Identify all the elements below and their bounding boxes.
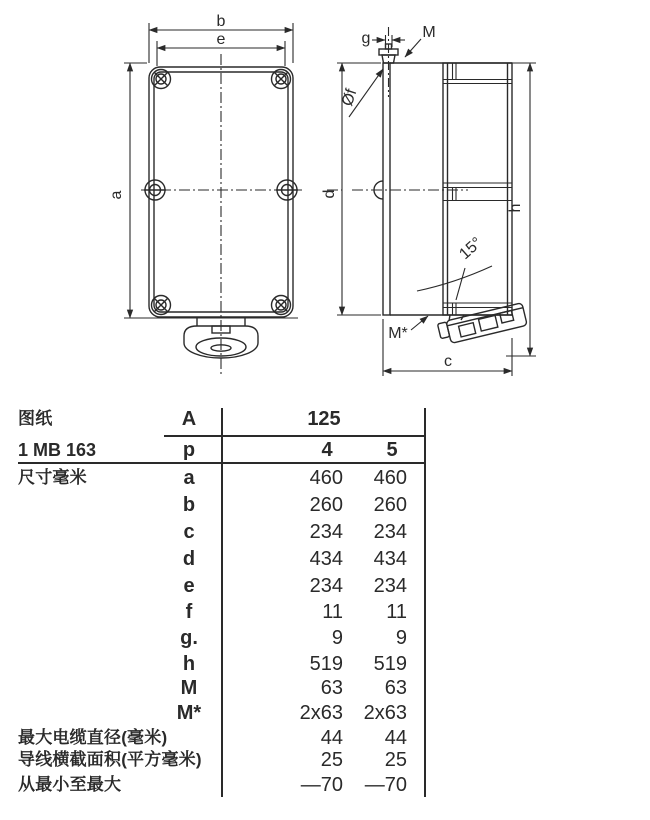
row-label: 导线横截面积(平方毫米) — [18, 750, 202, 769]
dim-e-label: e — [216, 31, 226, 48]
row-letter: M* — [176, 702, 202, 724]
row-letter: h — [182, 653, 196, 675]
row-letter: a — [183, 467, 195, 489]
table-row — [0, 701, 650, 725]
row-letter: c — [183, 521, 195, 543]
table-row — [0, 626, 650, 650]
table-row — [0, 438, 650, 462]
row-value-2: 63 — [384, 677, 407, 699]
table-row — [0, 652, 650, 676]
row-value-1: 11 — [322, 601, 343, 623]
row-label: 图纸 — [18, 409, 53, 428]
table-row — [0, 676, 650, 700]
row-letter: b — [182, 494, 196, 516]
row-value-1: 234 — [309, 521, 343, 543]
row-value-1: 234 — [309, 575, 343, 597]
dim-g-label: g — [361, 30, 371, 47]
row-value-1: —70 — [300, 774, 343, 796]
row-letter: d — [182, 548, 196, 570]
dim-b-label: b — [216, 13, 226, 30]
table-row — [0, 520, 650, 544]
row-value-2: 9 — [395, 627, 407, 649]
row-value-2: 2x63 — [363, 702, 407, 724]
dim-a-label: a — [108, 190, 125, 200]
table-row — [0, 574, 650, 598]
row-value-2: 234 — [373, 521, 407, 543]
row-letter: M — [180, 677, 198, 699]
row-value-2: 260 — [373, 494, 407, 516]
dim-c-label: c — [444, 353, 452, 370]
table-row — [0, 493, 650, 517]
table-row — [0, 748, 650, 772]
dia-f-label: Øf — [339, 86, 361, 109]
row-value-1: 434 — [309, 548, 343, 570]
row-value-2: 11 — [386, 601, 407, 623]
row-value-1: 460 — [309, 467, 343, 489]
row-letter: f — [185, 601, 193, 623]
row-value-2: 234 — [373, 575, 407, 597]
row-value-2: 460 — [373, 467, 407, 489]
row-value-1: 63 — [320, 677, 343, 699]
row-value-1: 25 — [320, 749, 343, 771]
row-value-2: 519 — [373, 653, 407, 675]
row-letter: e — [183, 575, 195, 597]
drawing-number: 1 MB 163 — [18, 440, 97, 460]
angle-label: 15° — [456, 234, 486, 264]
pole-value-1: 4 — [321, 439, 333, 461]
table-row — [0, 547, 650, 571]
thread-m-label: M — [422, 24, 436, 41]
table-row — [0, 773, 650, 797]
row-letter: A — [181, 408, 197, 430]
row-value-1: 9 — [331, 627, 343, 649]
row-value-2: 25 — [384, 749, 407, 771]
row-label: 从最小至最大 — [18, 775, 122, 794]
row-letter: g. — [180, 627, 198, 649]
table-rule-top — [164, 435, 426, 437]
row-value-1: 2x63 — [299, 702, 343, 724]
row-value-1: 44 — [320, 727, 343, 749]
row-label: 最大电缆直径(毫米) — [18, 728, 168, 747]
row-value-2: —70 — [364, 774, 407, 796]
row-value-2: 44 — [384, 727, 407, 749]
table-row — [0, 407, 650, 431]
dim-d-label: d — [321, 189, 338, 199]
dim-h-label: h — [507, 203, 524, 213]
pole-value-2: 5 — [386, 439, 398, 461]
thread-mstar-label: M* — [388, 325, 408, 342]
row-label: 尺寸毫米 — [18, 468, 87, 487]
row-value-1: 260 — [309, 494, 343, 516]
table-row — [0, 600, 650, 624]
table-row — [0, 466, 650, 490]
row-value-2: 434 — [373, 548, 407, 570]
row-letter: p — [182, 439, 196, 461]
row-value-1: 519 — [309, 653, 343, 675]
amp-rating-value: 125 — [307, 408, 341, 430]
table-row — [0, 726, 650, 750]
